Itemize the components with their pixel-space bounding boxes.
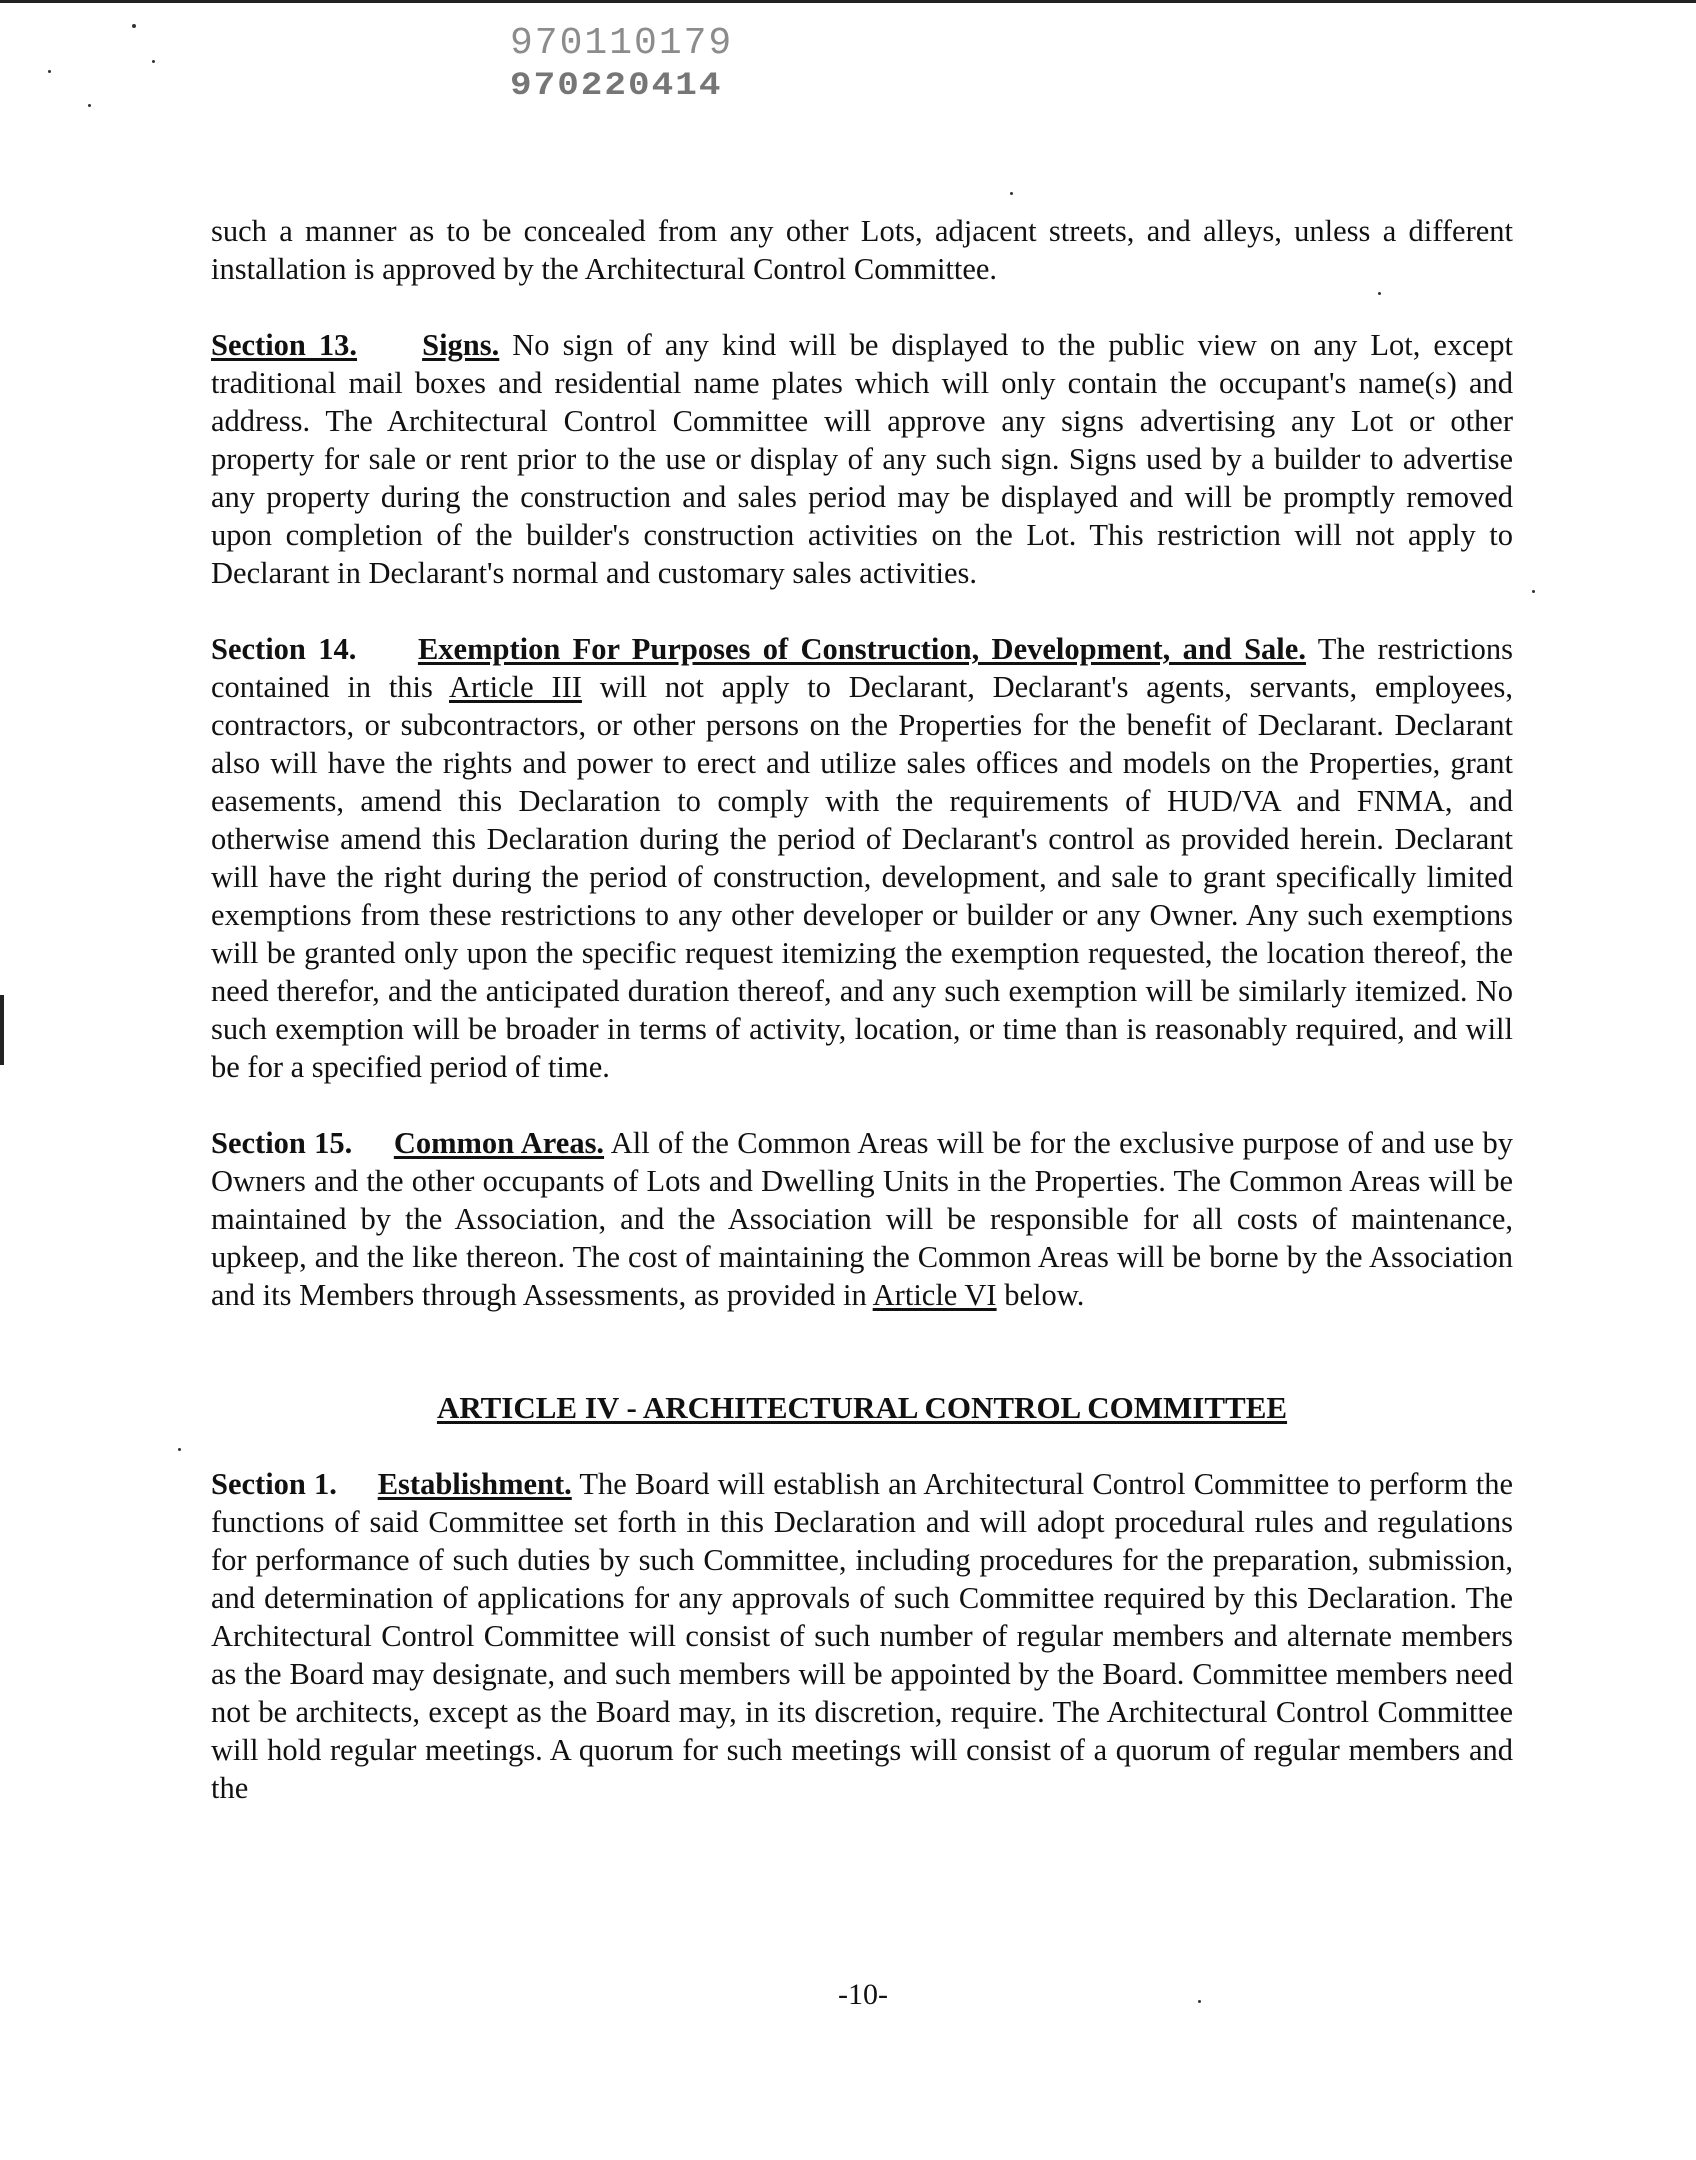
scan-speck [1532,590,1535,593]
a4-section-1-number: Section 1. [211,1467,337,1501]
top-scan-edge [0,0,1696,3]
section-15-body: All of the Common Areas will be for the exclusive purpose of and use by Owners and the other occupants of Lots and Dwelling Units in the Properties. The Common Areas will be maintained by the Association, and the Association will be responsible for all costs of maintenance, upkeep, and the like thereon. The cost of maintaining the Common Areas will be borne by the Association and its Members through Assessments, as provided in [211,1126,1513,1312]
section-14-title: Exemption For Purposes of Construction, Development, and Sale. [417,632,1306,666]
section-15-number: Section 15. [211,1126,353,1160]
section-15-title: Common Areas. [393,1126,605,1160]
a4-section-1-title: Establishment. [377,1467,572,1501]
scan-margin-mark [0,995,4,1065]
section-13-number: Section 13. [211,328,358,362]
section-13-title: Signs. [422,328,500,362]
scan-speck [178,1448,181,1451]
document-body [211,212,1513,1845]
section-14-body-start: The restrictions contained in this [211,632,1513,704]
intro-paragraph [211,212,1513,288]
section-14-number: Section 14. [211,632,357,666]
scan-speck [1010,192,1013,195]
a4-section-1-body: The Board will establish an Architectural Control Committee to perform the functions of said Committee set forth in this Declaration and will adopt procedural rules and regulations for performance of such duties by such Committee, including procedures for the preparation, submission, and determination of applications for any approvals of such Committee required by this Declaration. The Architectural Control Committee will consist of such number of regular members and alternate members as the Board may designate, and such members will be appointed by the Board. Committee members need not be architects, except as the Board may, in its discretion, require. The Architectural Control Committee will hold regular meetings. A quorum for such meetings will consist of a quorum of regular members and the [211,1467,1513,1805]
section-14-paragraph [211,630,1513,1086]
stamp-number-2: 970220414 [510,67,723,104]
article-4-section-1-paragraph [211,1465,1513,1807]
section-15-paragraph [211,1124,1513,1314]
recording-stamp [510,22,733,106]
section-15-body-end: below. [1004,1278,1085,1312]
section-15-article-ref: Article VI [872,1278,997,1312]
section-13-paragraph [211,326,1513,592]
section-13-body: No sign of any kind will be displayed to the public view on any Lot, except traditional mail boxes and residential name plates which will only contain the occupant's name(s) and address. The Architectural Control Committee will approve any signs advertising any Lot or other property for sale or rent prior to the use or display of any such sign. Signs used by a builder to advertise any property during the construction and sales period may be displayed and will be promptly removed upon completion of the builder's construction activities on the Lot. This restriction will not apply to Declarant in Declarant's normal and customary sales activities. [211,328,1514,590]
scan-speck [132,24,136,28]
scan-speck [88,104,91,107]
intro-text: such a manner as to be concealed from any other Lots, adjacent streets, and alleys, unless a different installation is approved by the Architectural Control Committee. [211,214,1513,286]
scan-speck [152,60,155,63]
stamp-number-1: 970110179 [510,22,734,65]
article-4-heading: ARTICLE IV - ARCHITECTURAL CONTROL COMMITTEE [436,1390,1288,1425]
page-number: -10- [838,1978,888,2011]
scan-speck [48,70,51,73]
section-14-body-end: will not apply to Declarant, Declarant's agents, servants, employees, contractors, or subcontractors, or other persons on the Properties for the benefit of Declarant. Declarant also will have the rights and power to erect and utilize sales offices and models on the Properties, grant easements, amend this Declaration to comply with the requirements of HUD/VA and FNMA, and otherwise amend this Declaration during the period of Declarant's control as provided herein. Declarant will have the right during the period of construction, development, and sale to grant specifically limited exemptions from these restrictions to any other developer or builder or any Owner. Any such exemptions will be granted only upon the specific request itemizing the exemption requested, the location thereof, the need therefor, and the anticipated duration thereof, and any such exemption will be similarly itemized. No such exemption will be broader in terms of activity, location, or time than is reasonably required, and will be for a specified period of time. [211,670,1513,1084]
section-14-article-ref: Article III [449,670,582,704]
